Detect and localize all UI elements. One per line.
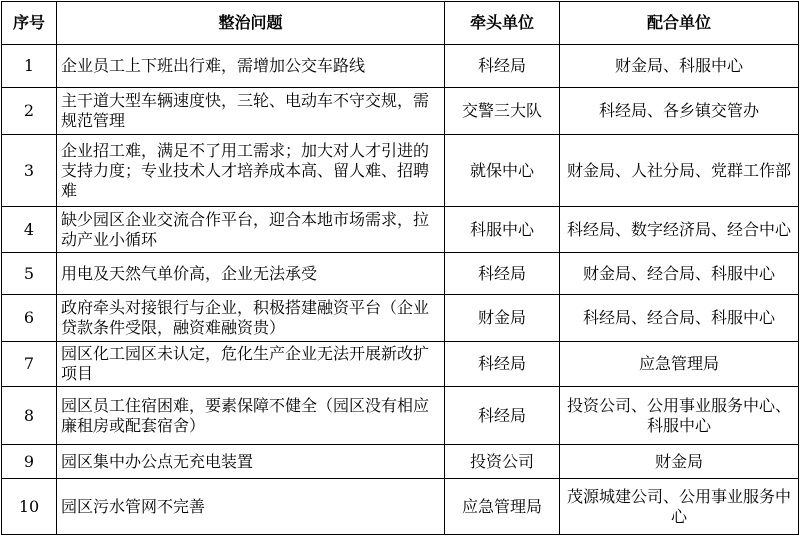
row-number: 9 — [2, 445, 57, 479]
row-number: 7 — [2, 342, 57, 387]
lead-unit-cell: 应急管理局 — [445, 479, 560, 535]
table-row — [2, 295, 799, 342]
issue-cell: 企业员工上下班出行难，需增加公交车路线 — [57, 45, 445, 88]
partner-unit-cell: 财金局、人社分局、党群工作部 — [560, 135, 799, 207]
header-row — [2, 2, 799, 45]
issue-cell: 政府牵头对接银行与企业，积极搭建融资平台（企业贷款条件受限，融资难融资贵） — [57, 295, 445, 342]
table-row — [2, 445, 799, 479]
issue-cell: 园区污水管网不完善 — [57, 479, 445, 535]
partner-unit-cell: 财金局、科服中心 — [560, 45, 799, 88]
header-lead: 牵头单位 — [445, 2, 560, 45]
lead-unit-cell: 科经局 — [445, 342, 560, 387]
partner-unit-cell: 科经局、各乡镇交管办 — [560, 88, 799, 135]
table-row — [2, 88, 799, 135]
issue-cell: 缺少园区企业交流合作平台，迎合本地市场需求，拉动产业小循环 — [57, 207, 445, 253]
table-row — [2, 135, 799, 207]
issue-cell: 园区化工园区未认定，危化生产企业无法开展新改扩项目 — [57, 342, 445, 387]
partner-unit-cell: 财金局 — [560, 445, 799, 479]
partner-unit-cell: 应急管理局 — [560, 342, 799, 387]
partner-unit-cell: 财金局、经合局、科服中心 — [560, 253, 799, 295]
table-row — [2, 207, 799, 253]
lead-unit-cell: 科经局 — [445, 45, 560, 88]
lead-unit-cell: 投资公司 — [445, 445, 560, 479]
row-number: 4 — [2, 207, 57, 253]
header-issue: 整治问题 — [57, 2, 445, 45]
lead-unit-cell: 就保中心 — [445, 135, 560, 207]
issue-cell: 主干道大型车辆速度快，三轮、电动车不守交规，需规范管理 — [57, 88, 445, 135]
issue-table — [1, 1, 799, 535]
table-row — [2, 45, 799, 88]
row-number: 8 — [2, 387, 57, 445]
row-number: 6 — [2, 295, 57, 342]
lead-unit-cell: 财金局 — [445, 295, 560, 342]
lead-unit-cell: 交警三大队 — [445, 88, 560, 135]
lead-unit-cell: 科服中心 — [445, 207, 560, 253]
lead-unit-cell: 科经局 — [445, 387, 560, 445]
partner-unit-cell: 科经局、数字经济局、经合中心 — [560, 207, 799, 253]
row-number: 5 — [2, 253, 57, 295]
row-number: 2 — [2, 88, 57, 135]
table-row — [2, 479, 799, 535]
issue-cell: 用电及天然气单价高，企业无法承受 — [57, 253, 445, 295]
table-row — [2, 253, 799, 295]
row-number: 10 — [2, 479, 57, 535]
header-no: 序号 — [2, 2, 57, 45]
row-number: 3 — [2, 135, 57, 207]
partner-unit-cell: 科经局、经合局、科服中心 — [560, 295, 799, 342]
lead-unit-cell: 科经局 — [445, 253, 560, 295]
table-row — [2, 342, 799, 387]
header-partner: 配合单位 — [560, 2, 799, 45]
partner-unit-cell: 投资公司、公用事业服务中心、科服中心 — [560, 387, 799, 445]
table-row — [2, 387, 799, 445]
issue-cell: 园区集中办公点无充电装置 — [57, 445, 445, 479]
issue-cell: 企业招工难，满足不了用工需求；加大对人才引进的支持力度；专业技术人才培养成本高、留人难、招聘难 — [57, 135, 445, 207]
partner-unit-cell: 茂源城建公司、公用事业服务中心 — [560, 479, 799, 535]
issue-cell: 园区员工住宿困难，要素保障不健全（园区没有相应廉租房或配套宿舍） — [57, 387, 445, 445]
row-number: 1 — [2, 45, 57, 88]
